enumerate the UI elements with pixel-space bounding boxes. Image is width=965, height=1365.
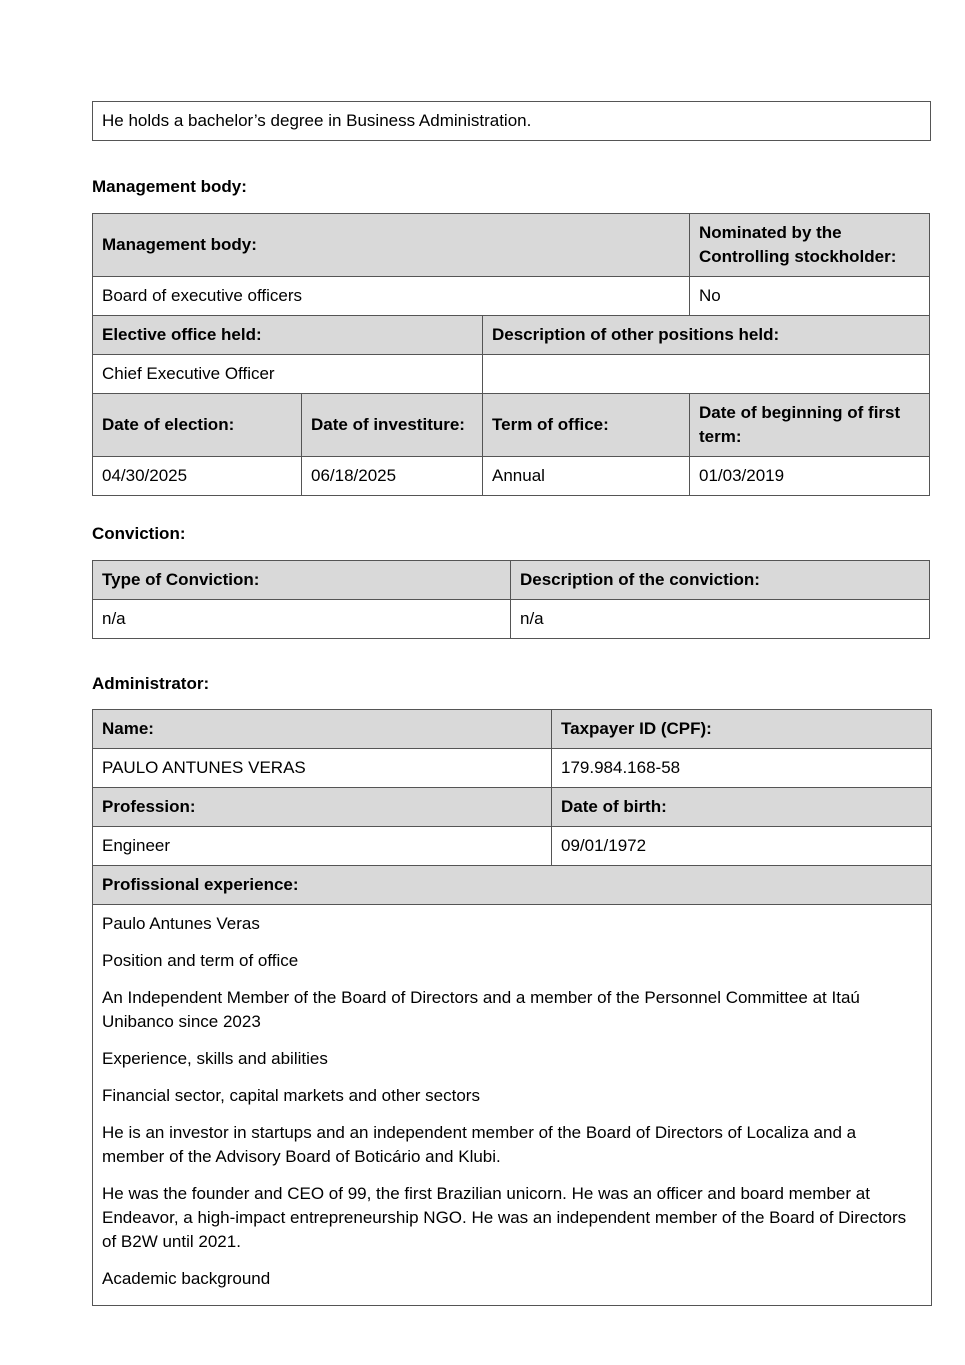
conviction-type-label: Type of Conviction: (93, 561, 511, 600)
cpf-value: 179.984.168-58 (552, 749, 932, 788)
nominated-label: Nominated by the Controlling stockholder: (690, 214, 930, 277)
experience-paragraph: He was the founder and CEO of 99, the first Brazilian unicorn. He was an officer and board member at Endeavor, a high-impact entrepreneurship NGO. He was an independent member of the Board of Directors of B2W until 2021. (102, 1184, 907, 1251)
conviction-heading: Conviction: (92, 524, 186, 543)
experience-paragraph: Financial sector, capital markets and other sectors (102, 1086, 480, 1105)
term-label: Term of office: (483, 394, 690, 457)
first-term-value: 01/03/2019 (690, 457, 930, 496)
experience-paragraph: Paulo Antunes Veras (102, 914, 260, 933)
experience-paragraph: Experience, skills and abilities (102, 1049, 328, 1068)
conviction-description-label: Description of the conviction: (511, 561, 930, 600)
term-value: Annual (483, 457, 690, 496)
first-term-label: Date of beginning of first term: (690, 394, 930, 457)
experience-body (93, 905, 932, 1306)
experience-paragraph: Position and term of office (102, 951, 299, 970)
experience-paragraph: An Independent Member of the Board of Directors and a member of the Personnel Committee at Itaú Unibanco since 2023 (102, 988, 860, 1031)
management-body-label: Management body: (93, 214, 690, 277)
conviction-description-value: n/a (511, 600, 930, 639)
cpf-label: Taxpayer ID (CPF): (552, 710, 932, 749)
date-investiture-label: Date of investiture: (302, 394, 483, 457)
administrator-table (92, 709, 932, 1306)
intro-text: He holds a bachelor’s degree in Business Administration. (93, 102, 931, 141)
conviction-type-value: n/a (93, 600, 511, 639)
conviction-table (92, 560, 930, 639)
elective-office-value: Chief Executive Officer (93, 355, 483, 394)
birth-label: Date of birth: (552, 788, 932, 827)
date-investiture-value: 06/18/2025 (302, 457, 483, 496)
experience-label: Profissional experience: (93, 866, 932, 905)
other-positions-value (483, 355, 930, 394)
name-label: Name: (93, 710, 552, 749)
experience-paragraph: Academic background (102, 1269, 271, 1288)
profession-label: Profession: (93, 788, 552, 827)
elective-office-label: Elective office held: (93, 316, 483, 355)
administrator-heading: Administrator: (92, 674, 210, 693)
profession-value: Engineer (93, 827, 552, 866)
experience-paragraph: He is an investor in startups and an independent member of the Board of Directors of Localiza and a member of the Advisory Board of Boticário and Klubi. (102, 1123, 857, 1166)
intro-box (92, 101, 931, 141)
nominated-value: No (690, 277, 930, 316)
name-value: PAULO ANTUNES VERAS (93, 749, 552, 788)
date-election-value: 04/30/2025 (93, 457, 302, 496)
birth-value: 09/01/1972 (552, 827, 932, 866)
other-positions-label: Description of other positions held: (483, 316, 930, 355)
date-election-label: Date of election: (93, 394, 302, 457)
management-heading: Management body: (92, 177, 247, 196)
management-table (92, 213, 930, 496)
management-body-value: Board of executive officers (93, 277, 690, 316)
